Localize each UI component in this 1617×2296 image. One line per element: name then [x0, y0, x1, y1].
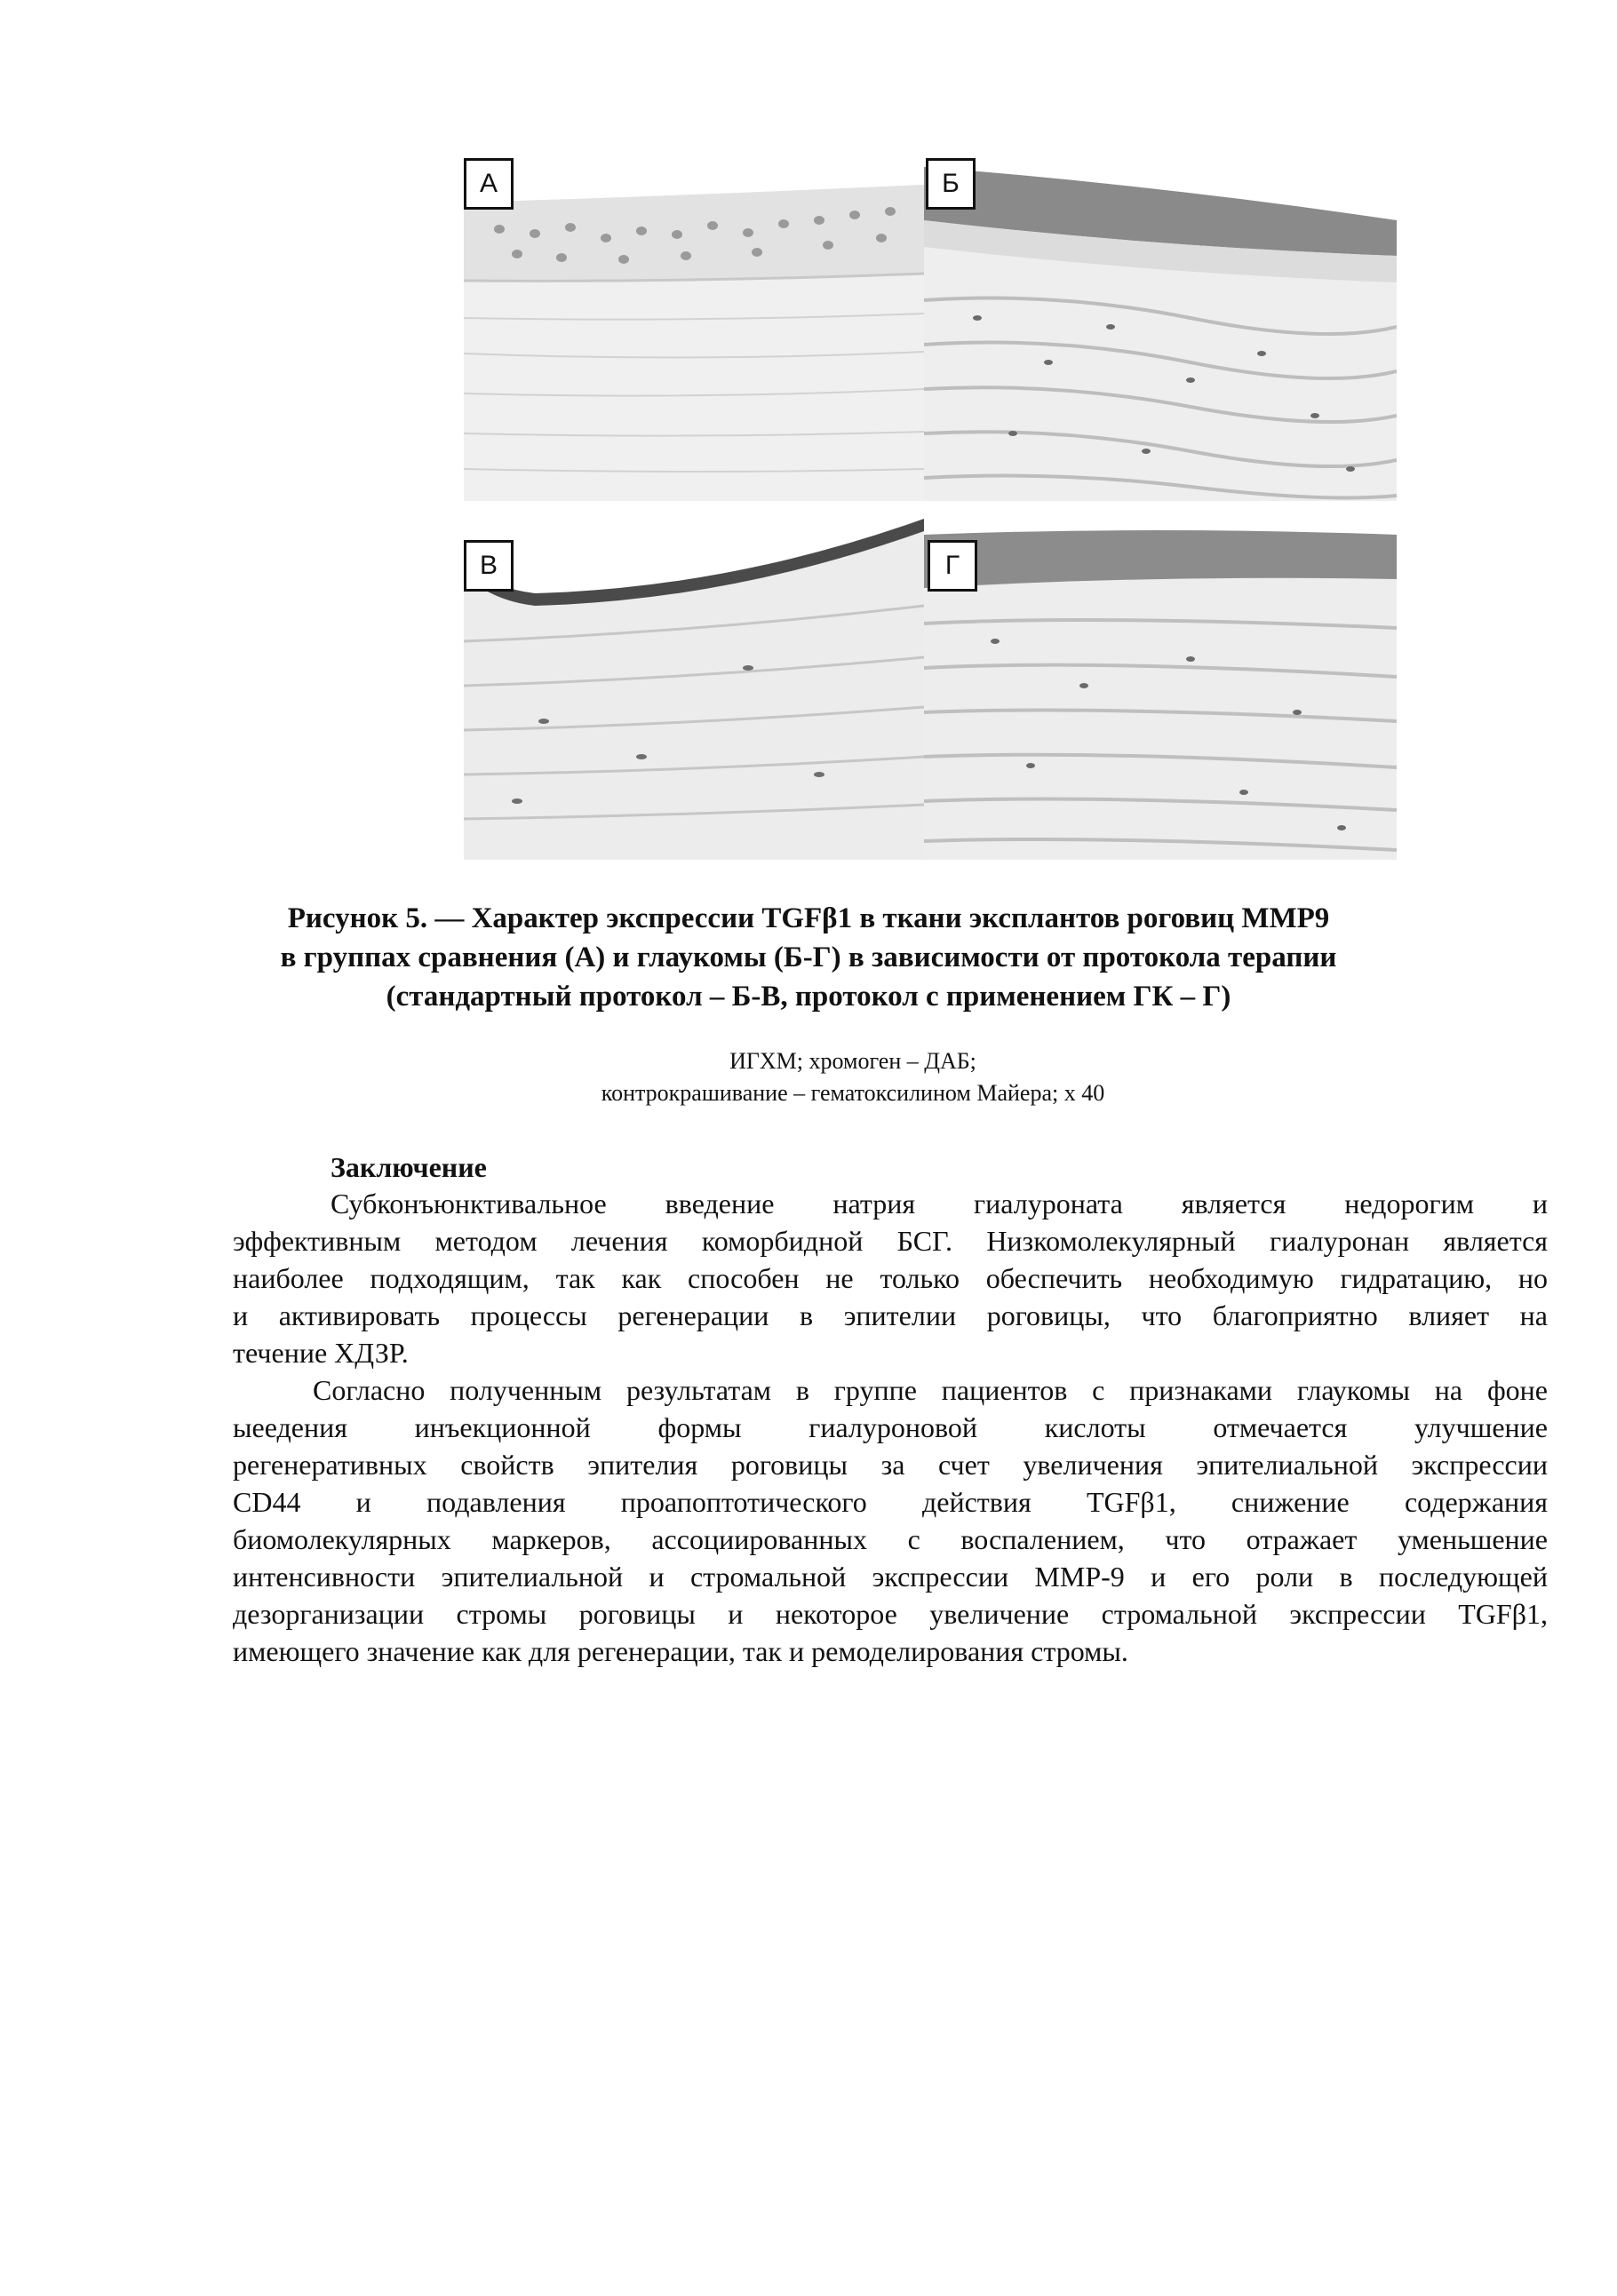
- paragraph-line: имеющего значение как для регенерации, так и ремоделирования стромы.: [233, 1635, 1128, 1667]
- micrograph-panel-v: [464, 508, 924, 860]
- paragraph-line: биомолекулярных маркеров, ассоциированных с воспалением, что отражает уменьшение: [233, 1523, 1548, 1555]
- paragraph-2: [233, 1371, 1548, 1670]
- panel-label-g: Г: [928, 540, 977, 592]
- micrograph-b-image: [924, 149, 1397, 501]
- paragraph-line: интенсивности эпителиальной и стромальной экспрессии ММР-9 и его роли в последующей: [233, 1561, 1548, 1593]
- panel-label-a: А: [464, 158, 514, 210]
- paragraph-line: течение ХДЗР.: [233, 1337, 409, 1369]
- paragraph-line: CD44 и подавления проапоптотического действия TGFβ1, снижение содержания: [233, 1486, 1548, 1518]
- paragraph-line: дезорганизации стромы роговицы и некоторое увеличение стромальной экспрессии TGFβ1,: [233, 1598, 1548, 1630]
- figure-caption-line-2: в группах сравнения (А) и глаукомы (Б-Г) в зависимости от протокола терапии: [280, 941, 1337, 973]
- method-note-line-1: ИГХМ; хромоген – ДАБ;: [729, 1048, 976, 1074]
- paragraph-line: эффективным методом лечения коморбидной БСГ. Низкомолекулярный гиалуронан является: [233, 1225, 1548, 1257]
- micrograph-v-image: [464, 508, 924, 860]
- micrograph-panel-g: [924, 508, 1397, 860]
- paragraph-line: ыеедения инъекционной формы гиалуроновой кислоты отмечается улучшение: [233, 1411, 1548, 1443]
- section-heading: Заключение: [331, 1151, 487, 1183]
- paragraph-1: [233, 1185, 1548, 1371]
- figure-caption-line-1: Рисунок 5. — Характер экспрессии TGFβ1 в ткани эксплантов роговиц ММР9: [287, 902, 1330, 934]
- figure-caption-line-3: (стандартный протокол – Б-В, протокол с применением ГК – Г): [386, 981, 1231, 1013]
- paragraph-line: регенеративных свойств эпителия роговицы за счет увеличения эпителиальной экспрессии: [233, 1449, 1548, 1481]
- micrograph-g-image: [924, 508, 1397, 860]
- paragraph-line: наиболее подходящим, так как способен не только обеспечить необходимую гидратацию, но: [233, 1262, 1548, 1294]
- paragraph-line: Субконъюнктивальное введение натрия гиалуроната является недорогим и: [331, 1188, 1548, 1220]
- paragraph-line: Согласно полученным результатам в группе пациентов с признаками глаукомы на фоне: [313, 1374, 1548, 1406]
- method-note-line-2: контрокрашивание – гематоксилином Майера; х 40: [601, 1080, 1105, 1106]
- histology-figure: [464, 149, 1406, 860]
- paragraph-line: и активировать процессы регенерации в эпителии роговицы, что благоприятно влияет на: [233, 1299, 1548, 1331]
- micrograph-a-image: [464, 149, 924, 501]
- panel-label-b: Б: [926, 158, 976, 210]
- micrograph-panel-b: [924, 149, 1397, 501]
- micrograph-panel-a: [464, 149, 924, 501]
- panel-label-v: В: [464, 540, 514, 592]
